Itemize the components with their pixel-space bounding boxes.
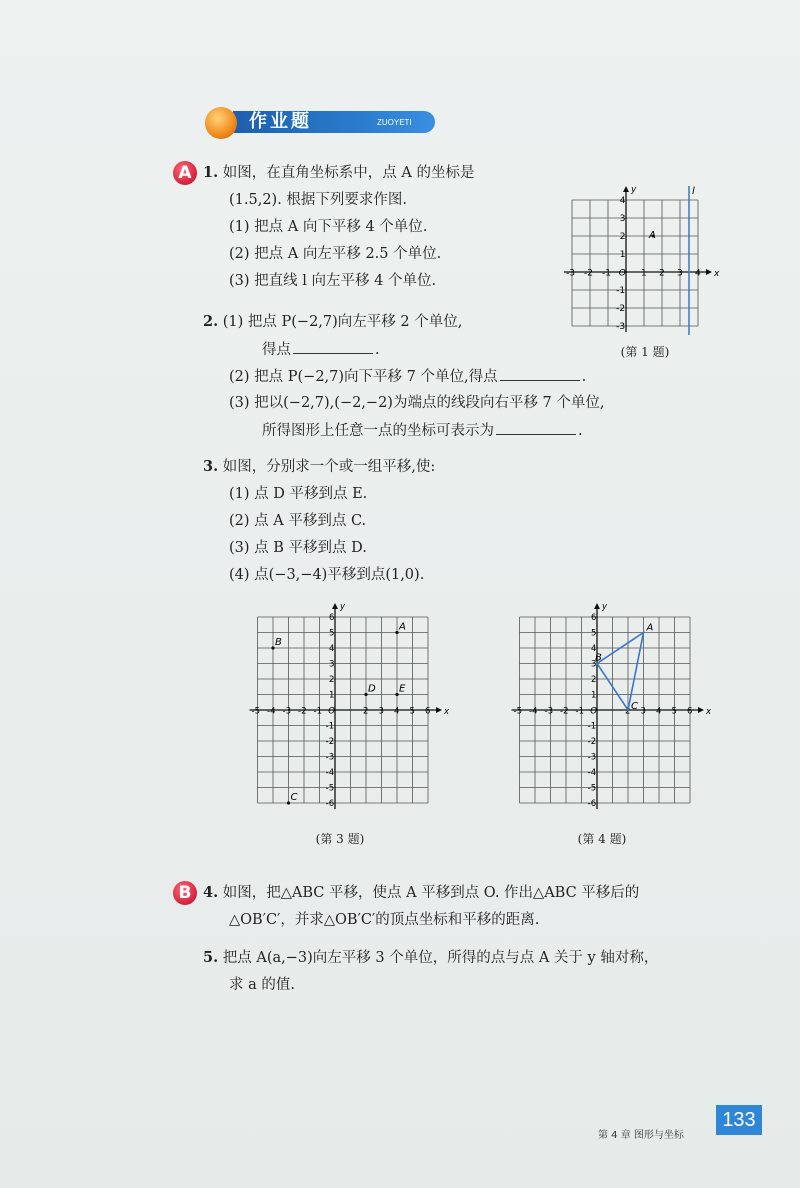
y-tick-label: 4 <box>619 196 626 207</box>
x-tick-label: 3 <box>378 706 384 717</box>
line-l-label: l <box>692 186 695 197</box>
q2-part1a: (1) 把点 P(−2,7)向左平移 2 个单位, <box>222 314 463 330</box>
y-tick-label: 1 <box>329 690 335 701</box>
q4-caption: (第 4 题) <box>577 832 627 846</box>
y-tick-label: 2 <box>619 232 626 243</box>
q1-line1 <box>203 163 474 183</box>
q3-part-1: (1) 点 D 平移到点 E. <box>229 486 368 502</box>
x-tick-label: 5 <box>671 706 677 717</box>
y-axis-arrow <box>332 603 338 609</box>
x-axis-arrow <box>706 269 712 275</box>
chapter-footer: 第 4 章 图形与坐标 <box>598 1130 684 1141</box>
q5-number: 5. <box>203 949 219 966</box>
x-tick-label: -1 <box>602 268 611 279</box>
q2-line1 <box>203 312 462 332</box>
x-axis-label: x <box>706 707 712 717</box>
origin-label: O <box>328 706 335 717</box>
y-tick-label: 4 <box>329 643 335 654</box>
q3-caption: (第 3 题) <box>315 832 365 846</box>
y-tick-label: -1 <box>325 721 335 732</box>
x-tick-label: 3 <box>677 268 683 279</box>
q4-line1 <box>203 883 639 903</box>
x-axis-arrow <box>698 707 704 713</box>
y-tick-label: 4 <box>591 643 597 654</box>
q2-blank-1[interactable] <box>293 339 373 354</box>
y-tick-label: -3 <box>325 752 335 763</box>
q3-number: 3. <box>203 458 219 475</box>
x-tick-label: 5 <box>409 706 415 717</box>
x-tick-label: -5 <box>251 706 260 717</box>
x-tick-label: 2 <box>625 706 631 717</box>
y-tick-label: -6 <box>587 798 597 809</box>
x-axis-label: x <box>444 707 449 717</box>
y-tick-label: -2 <box>616 304 626 315</box>
point-d-label: D <box>368 683 376 695</box>
q1-part-3: (3) 把直线 l 向左平移 4 个单位. <box>229 273 437 289</box>
q1-text: 如图，在直角坐标系中，点 A 的坐标是 <box>222 165 475 181</box>
q2-part3a: (3) 把以(−2,7),(−2,−2)为端点的线段向右平移 7 个单位, <box>229 395 605 411</box>
y-tick-label: 3 <box>329 659 335 670</box>
y-tick-label: -3 <box>616 322 626 333</box>
q1-caption: (第 1 题) <box>620 345 670 359</box>
q3-part-2: (2) 点 A 平移到点 C. <box>229 513 367 529</box>
x-tick-label: -3 <box>544 706 553 717</box>
x-tick-label: -5 <box>513 706 522 717</box>
triangle-abc <box>597 633 644 711</box>
y-tick-label: -1 <box>587 721 597 732</box>
q1-number: 1. <box>203 164 219 181</box>
point-e-label: E <box>399 683 406 695</box>
x-tick-label: 2 <box>659 268 665 279</box>
x-tick-label: 3 <box>640 706 646 717</box>
x-tick-label: 6 <box>425 706 431 717</box>
y-axis-label: y <box>602 602 608 612</box>
x-tick-label: -2 <box>560 706 569 717</box>
q4-text1: 如图，把△ABC 平移，使点 A 平移到点 O. 作出△ABC 平移后的 <box>222 885 640 901</box>
q3-text: 如图，分别求一个或一组平移,使: <box>222 459 436 475</box>
vertex-b-label: B <box>595 652 602 664</box>
y-axis-arrow <box>594 603 600 609</box>
q3-part-3: (3) 点 B 平移到点 D. <box>229 540 367 556</box>
q3-coordinate-graph <box>237 590 449 822</box>
level-b-badge: B <box>173 881 197 905</box>
x-tick-label: -3 <box>282 706 291 717</box>
point-a-label: A <box>399 621 406 633</box>
q2-part3b: 所得图形上任意一点的坐标可表示为 <box>262 423 494 439</box>
y-tick-label: -1 <box>616 286 626 297</box>
q1-coordinate-graph <box>558 165 733 335</box>
banner-subtitle: ZUOYETI <box>377 118 412 127</box>
y-tick-label: 5 <box>329 628 335 639</box>
x-tick-label: -2 <box>298 706 307 717</box>
x-tick-label: -4 <box>267 706 276 717</box>
point-a-label: A <box>649 230 656 241</box>
banner-title: 作业题 <box>249 111 312 132</box>
page-number: 133 <box>716 1105 762 1135</box>
y-tick-label: -3 <box>587 752 597 763</box>
q3-part-4: (4) 点(−3,−4)平移到点(1,0). <box>229 567 425 583</box>
q4-coordinate-graph <box>497 590 712 822</box>
q2-blank-3[interactable] <box>496 420 576 435</box>
q2-line3: (2) 把点 P(−2,7)向下平移 7 个单位,得点 . <box>229 366 586 387</box>
x-tick-label: -3 <box>566 268 575 279</box>
y-axis-arrow <box>623 186 629 192</box>
y-tick-label: -2 <box>325 736 335 747</box>
q5-text1: 把点 A(a,−3)向左平移 3 个单位，所得的点与点 A 关于 y 轴对称， <box>222 950 659 966</box>
vertex-c-label: C <box>631 701 638 712</box>
x-tick-label: 4 <box>695 268 701 279</box>
x-tick-label: 1 <box>641 268 647 279</box>
homework-banner <box>205 103 435 137</box>
y-tick-label: 3 <box>591 659 597 670</box>
orange-ball-icon <box>205 107 237 139</box>
y-tick-label: -5 <box>325 783 335 794</box>
y-tick-label: 1 <box>619 250 626 261</box>
x-tick-label: -2 <box>584 268 593 279</box>
x-tick-label: -1 <box>313 706 322 717</box>
y-tick-label: 6 <box>329 612 335 623</box>
x-tick-label: 6 <box>687 706 693 717</box>
q2-line2: 得点 . <box>262 339 380 360</box>
origin-label: O <box>618 268 626 279</box>
y-tick-label: -6 <box>325 798 335 809</box>
x-axis-arrow <box>436 707 442 713</box>
q2-blank-2[interactable] <box>500 366 580 381</box>
x-tick-label: 2 <box>363 706 369 717</box>
y-tick-label: 2 <box>591 674 597 685</box>
q1-part-2: (2) 把点 A 向左平移 2.5 个单位. <box>229 246 442 262</box>
q1-line2: (1.5,2). 根据下列要求作图. <box>229 192 408 208</box>
y-axis-label: y <box>340 602 346 612</box>
x-axis-label: x <box>714 269 720 279</box>
x-tick-label: -4 <box>529 706 538 717</box>
x-tick-label: -1 <box>575 706 584 717</box>
point-c-label: C <box>290 792 298 803</box>
origin-label: O <box>590 706 597 717</box>
q1-part-1: (1) 把点 A 向下平移 4 个单位. <box>229 219 428 235</box>
y-tick-label: -2 <box>587 736 597 747</box>
x-tick-label: 4 <box>394 706 400 717</box>
q2-part2: (2) 把点 P(−2,7)向下平移 7 个单位,得点 <box>229 369 498 385</box>
q2-part1b: 得点 <box>262 342 291 358</box>
x-tick-label: 4 <box>656 706 662 717</box>
y-tick-label: -4 <box>587 767 597 778</box>
y-tick-label: 5 <box>591 628 597 639</box>
q4-line2: △OB′C′，并求△OB′C′的顶点坐标和平移的距离. <box>229 912 540 928</box>
q5-line1 <box>203 948 658 968</box>
q2-line5: 所得图形上任意一点的坐标可表示为 . <box>262 420 583 441</box>
q5-line2: 求 a 的值. <box>229 977 295 993</box>
y-tick-label: 3 <box>619 214 626 225</box>
q4-number: 4. <box>203 884 219 901</box>
vertex-a-label: A <box>646 622 654 634</box>
level-a-badge: A <box>173 161 197 185</box>
y-tick-label: 1 <box>591 690 597 701</box>
point-b-label: B <box>275 637 282 648</box>
y-tick-label: 6 <box>591 612 597 623</box>
y-tick-label: -5 <box>587 783 597 794</box>
q2-number: 2. <box>203 313 219 330</box>
q3-line1 <box>203 457 435 477</box>
y-tick-label: -4 <box>325 767 335 778</box>
y-tick-label: 2 <box>329 674 335 685</box>
y-axis-label: y <box>631 185 637 195</box>
